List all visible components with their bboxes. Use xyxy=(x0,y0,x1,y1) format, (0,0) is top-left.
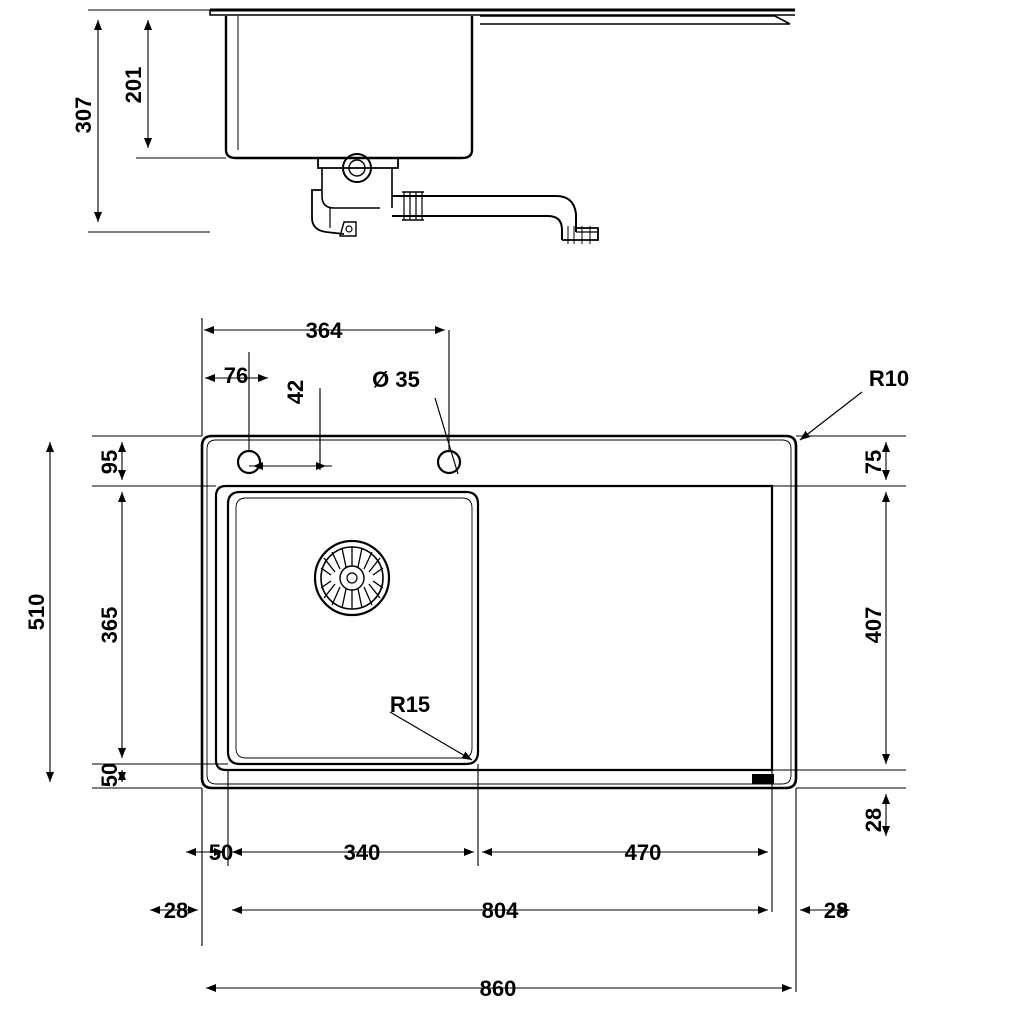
dim-tap-hole-left-offset: 76 xyxy=(223,363,249,388)
dim-bowl-left-margin: 50 xyxy=(208,840,234,865)
dim-cutout-depth: 407 xyxy=(861,606,886,644)
dim-rear-edge-to-bowl: 50 xyxy=(97,762,122,788)
side-view-dimensions xyxy=(88,10,226,232)
top-plan-view xyxy=(202,436,796,788)
dim-tap-hole-diameter: Ø 35 xyxy=(372,367,420,392)
dim-left-margin: 28 xyxy=(163,898,189,923)
side-elevation-view xyxy=(210,10,795,244)
dim-front-edge-to-bowl: 95 xyxy=(97,449,122,475)
dim-tap-hole-group-width: 364 xyxy=(305,318,343,343)
dim-bowl-depth-inner: 365 xyxy=(97,606,122,644)
dim-overall-depth: 510 xyxy=(24,593,49,631)
dim-drainer-width: 470 xyxy=(624,840,662,865)
dim-bowl-corner-radius: R15 xyxy=(389,692,431,717)
dim-right-margin: 28 xyxy=(823,898,849,923)
dim-bowl-depth: 201 xyxy=(121,66,146,104)
dim-tap-hole-spacing: 42 xyxy=(283,379,308,405)
dim-corner-radius-outer: R10 xyxy=(868,366,910,391)
dim-cutout-width: 804 xyxy=(481,898,519,923)
dim-bowl-width: 340 xyxy=(343,840,381,865)
dim-bottom-offset-right: 28 xyxy=(861,807,886,833)
dim-overall-height: 307 xyxy=(71,96,96,134)
dim-overall-width: 860 xyxy=(479,976,517,1001)
dim-right-edge-to-bowl: 75 xyxy=(861,449,886,475)
